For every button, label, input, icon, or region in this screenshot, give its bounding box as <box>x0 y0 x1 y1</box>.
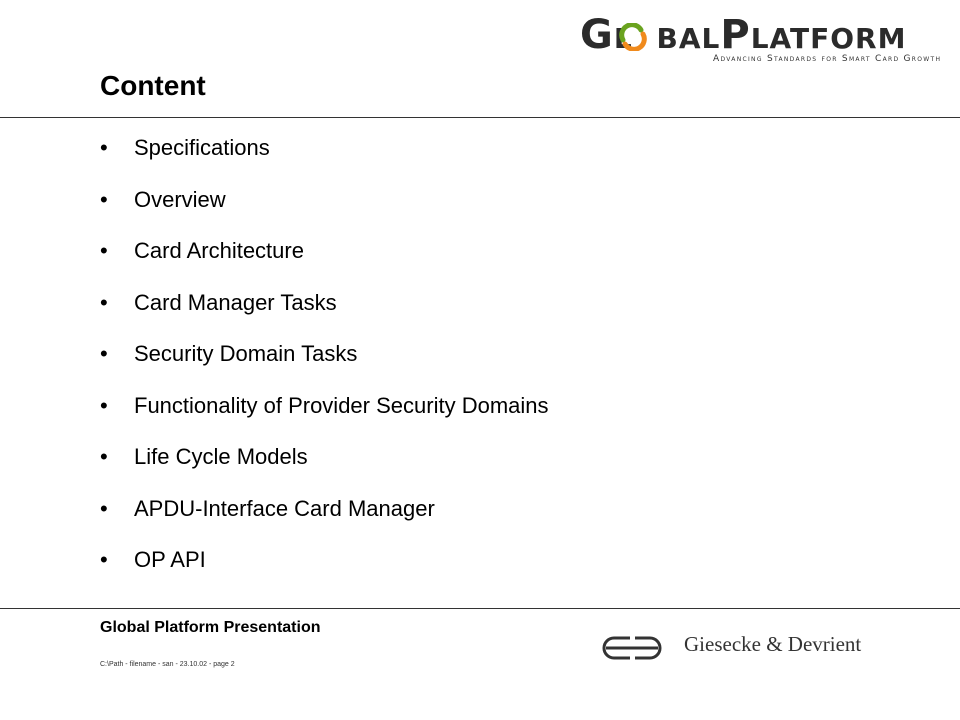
bullet-text: Card Manager Tasks <box>134 289 337 315</box>
bullet-dot: • <box>100 238 108 263</box>
bullet-item <box>100 336 549 388</box>
footer-presentation-title: Global Platform Presentation <box>100 619 321 636</box>
bullet-text: Life Cycle Models <box>134 444 308 469</box>
bullet-item <box>100 130 549 182</box>
bullet-dot: • <box>100 547 108 572</box>
bullet-text: OP API <box>134 547 206 572</box>
globalplatform-logo <box>575 12 945 72</box>
company-logo-text: Giesecke & Devrient <box>684 632 862 656</box>
bullet-dot: • <box>100 392 108 418</box>
bullet-item <box>100 542 549 594</box>
logo-letter-p: P <box>720 12 751 58</box>
bullet-text: Card Architecture <box>134 238 304 263</box>
logo-letters-bal: BAL <box>656 22 721 55</box>
logo-letters-latform: LATFORM <box>750 22 907 55</box>
bullet-item <box>100 388 549 440</box>
bullet-text: Security Domain Tasks <box>134 341 358 366</box>
logo-letter-g: G <box>580 12 614 58</box>
content-bullet-list <box>100 130 549 594</box>
slide-title: Content <box>100 70 206 101</box>
footer-divider <box>0 608 960 609</box>
bullet-item <box>100 491 549 543</box>
bullet-text: Functionality of Provider Security Domains <box>134 392 549 418</box>
bullet-dot: • <box>100 444 108 469</box>
logo-letter-l: L <box>613 22 632 55</box>
footer-file-path: C:\Path - filename - san - 23.10.02 - page 2 <box>100 661 235 668</box>
bullet-dot: • <box>100 289 108 315</box>
bullet-dot: • <box>100 341 108 366</box>
bullet-dot: • <box>100 135 108 160</box>
bullet-dot: • <box>100 495 108 521</box>
bullet-item <box>100 233 549 285</box>
bullet-dot: • <box>100 186 108 212</box>
header-divider <box>0 117 960 118</box>
logo-o-swirl-icon <box>619 23 647 51</box>
giesecke-devrient-logo-icon <box>600 634 665 662</box>
logo-tagline: Advancing Standards for Smart Card Growth <box>713 54 942 64</box>
bullet-item <box>100 182 549 234</box>
bullet-text: APDU-Interface Card Manager <box>134 495 435 521</box>
bullet-item <box>100 439 549 491</box>
bullet-item <box>100 285 549 337</box>
bullet-text: Specifications <box>134 135 270 160</box>
bullet-text: Overview <box>134 186 226 212</box>
